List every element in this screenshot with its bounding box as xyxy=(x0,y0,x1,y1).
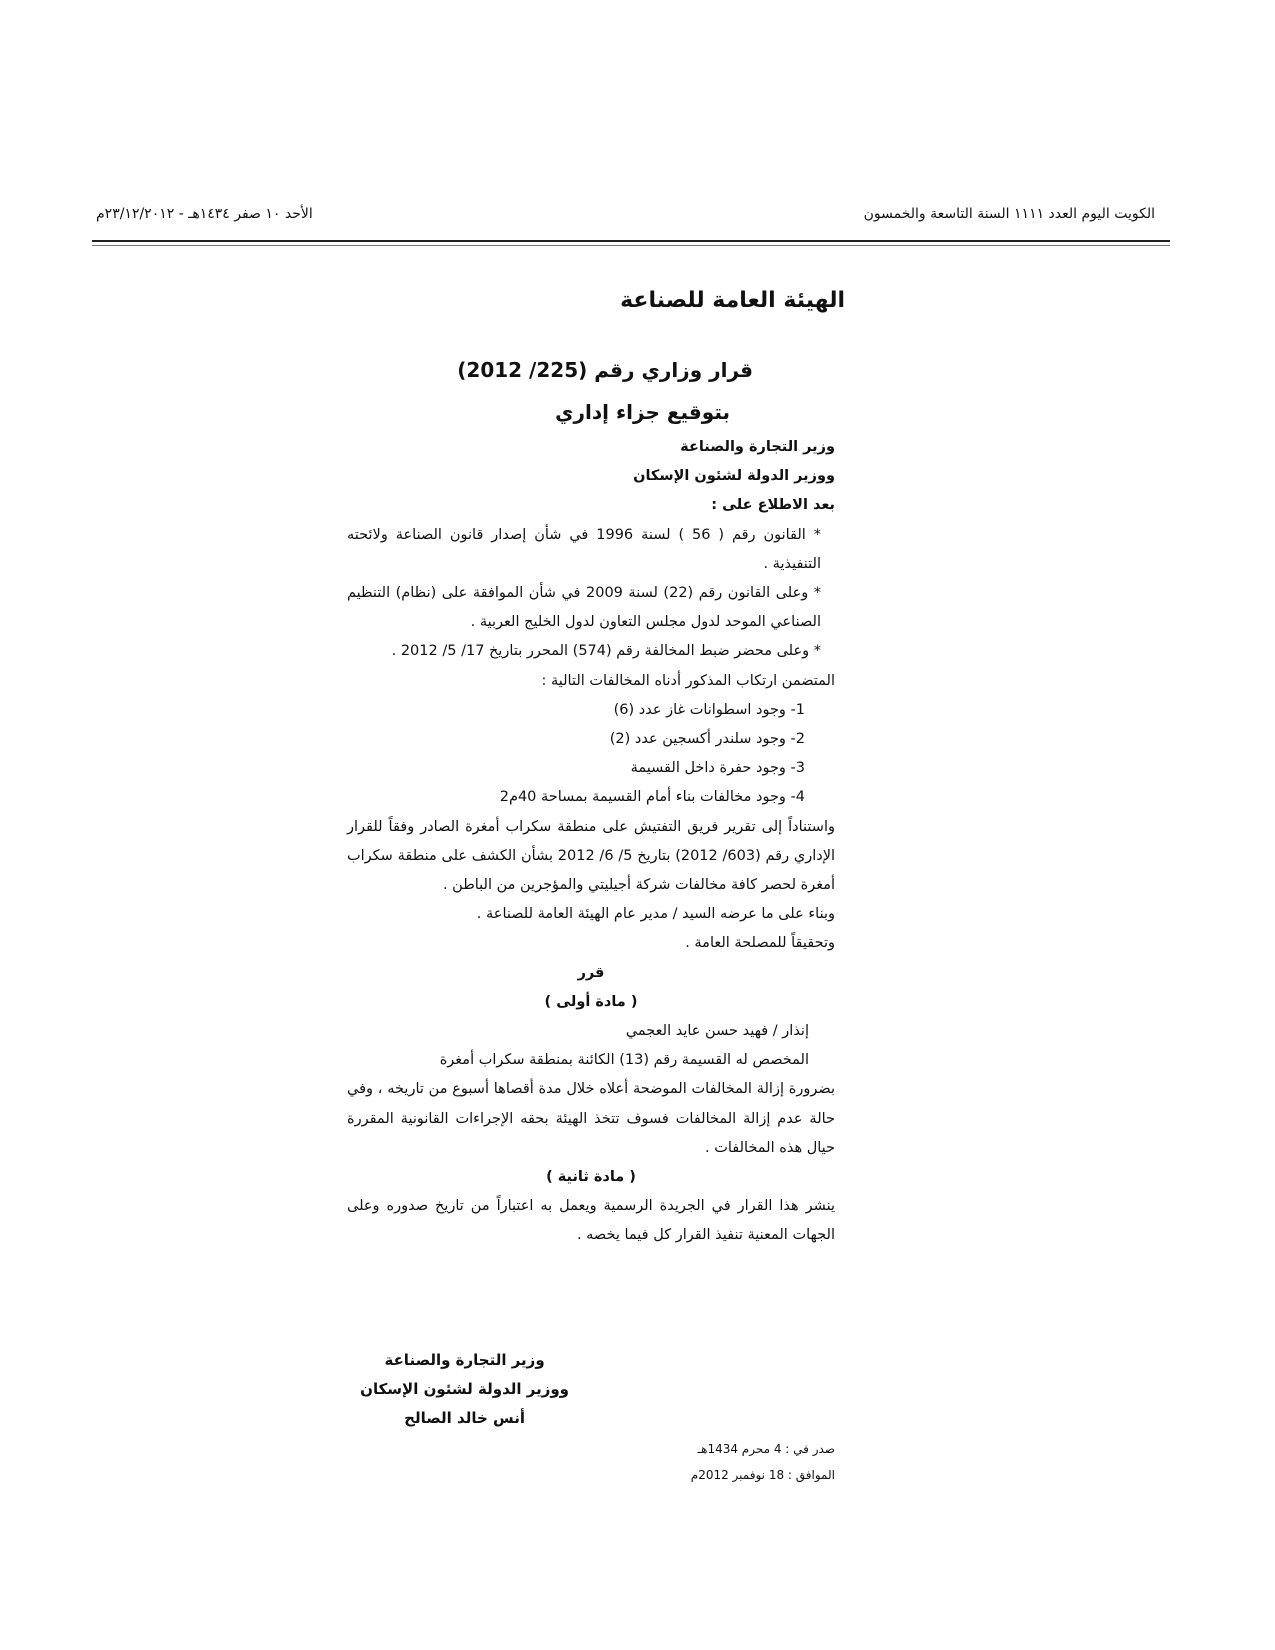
gazette-header-date: الأحد ١٠ صفر ١٤٣٤هـ - ٢٣/١٢/٢٠١٢م xyxy=(96,206,313,222)
authority-heading: الهيئة العامة للصناعة xyxy=(620,288,845,313)
header-divider xyxy=(92,240,1170,246)
signature-block xyxy=(360,1346,569,1433)
issuer-line-2: ووزير الدولة لشئون الإسكان xyxy=(633,468,835,485)
basis-paragraph: وتحقيقاً للمصلحة العامة . xyxy=(685,935,835,952)
decision-title: قرار وزاري رقم (225/ 2012) xyxy=(457,358,753,382)
article-1-line: المخصص له القسيمة رقم (13) الكائنة بمنطقة سكراب أمغرة xyxy=(439,1052,809,1069)
decision-body xyxy=(347,433,835,1251)
article-2-heading: ( مادة ثانية ) xyxy=(546,1169,636,1186)
article-1-line: بضرورة إزالة المخالفات الموضحة أعلاه خلال مدة أقصاها أسبوع من تاريخه ، وفي حالة عدم إزالة المخالفات فسوف تتخذ الهيئة بحقه الإجراءات القانونية المقررة حيال هذه المخالفات . xyxy=(347,1081,835,1156)
violation-item: 3- وجود حفرة داخل القسيمة xyxy=(630,760,805,777)
issue-date-gregorian: الموافق : 18 نوفمبر 2012م xyxy=(690,1468,835,1482)
consideration-item: * وعلى محضر ضبط المخالفة رقم (574) المحرر بتاريخ 17/ 5/ 2012 . xyxy=(391,643,821,660)
article-2-text: ينشر هذا القرار في الجريدة الرسمية ويعمل به اعتباراً من تاريخ صدوره وعلى الجهات المعنية تنفيذ القرار كل فيما يخصه . xyxy=(347,1198,835,1244)
decided-heading: قرر xyxy=(577,964,605,981)
consideration-item: * القانون رقم ( 56 ) لسنة 1996 في شأن إصدار قانون الصناعة ولائحته التنفيذية . xyxy=(347,526,821,572)
signature-title-1: وزير التجارة والصناعة xyxy=(384,1351,545,1369)
violation-item: 2- وجود سلندر أكسجين عدد (2) xyxy=(609,731,805,748)
decision-subtitle: بتوقيع جزاء إداري xyxy=(555,400,730,424)
article-1-heading: ( مادة أولى ) xyxy=(544,993,638,1010)
article-1-line: إنذار / فهيد حسن عايد العجمي xyxy=(625,1023,809,1040)
violation-item: 4- وجود مخالفات بناء أمام القسيمة بمساحة 40م2 xyxy=(499,789,805,806)
preamble-intro: بعد الاطلاع على : xyxy=(711,497,835,514)
issue-date-hijri: صدر في : 4 محرم 1434هـ xyxy=(697,1442,835,1456)
gazette-header-issue: الكويت اليوم العدد ١١١١ السنة التاسعة والخمسون xyxy=(863,206,1155,222)
basis-paragraph: وبناء على ما عرضه السيد / مدير عام الهيئة العامة للصناعة . xyxy=(476,906,835,923)
consideration-item: * وعلى القانون رقم (22) لسنة 2009 في شأن الموافقة على (نظام) التنظيم الصناعي الموحد لدول مجلس التعاون لدول الخليج العربية . xyxy=(347,585,821,631)
signature-title-2: ووزير الدولة لشئون الإسكان xyxy=(360,1380,569,1398)
issuer-line-1: وزير التجارة والصناعة xyxy=(680,439,835,455)
violations-intro: المتضمن ارتكاب المذكور أدناه المخالفات التالية : xyxy=(541,672,835,689)
basis-paragraph: واستناداً إلى تقرير فريق التفتيش على منطقة سكراب أمغرة الصادر وفقاً للقرار الإداري رقم (603/ 2012) بتاريخ 5/ 6/ 2012 بشأن الكشف على منطقة سكراب أمغرة لحصر كافة مخالفات شركة أجيليتي والمؤجرين من الباطن . xyxy=(347,818,836,894)
violation-item: 1- وجود اسطوانات غاز عدد (6) xyxy=(613,701,805,718)
issue-dates xyxy=(691,1436,835,1488)
signature-name: أنس خالد الصالح xyxy=(404,1409,525,1427)
